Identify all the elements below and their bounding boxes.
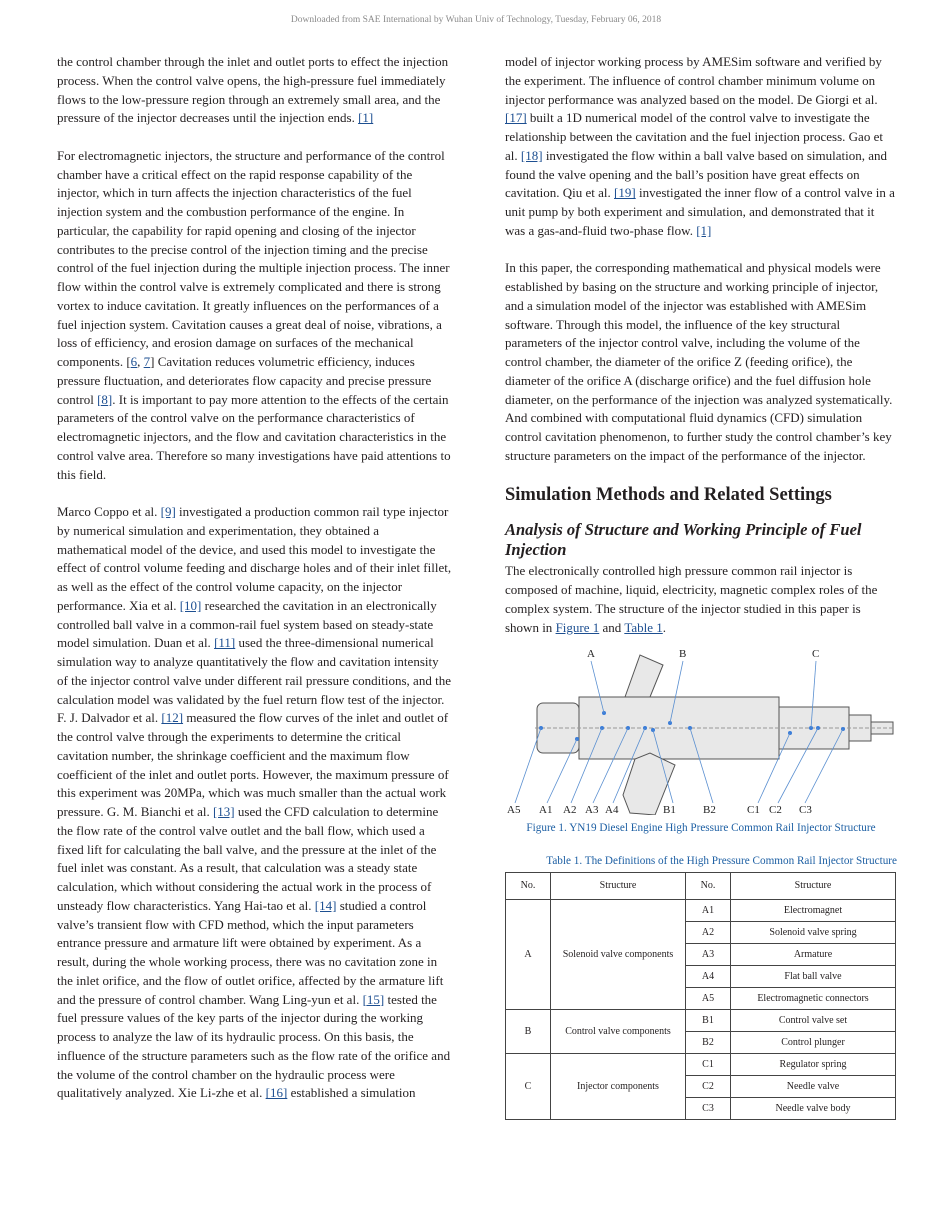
section-title: Simulation Methods and Related Settings [505,485,832,506]
structure-cell: Needle valve [731,1075,896,1097]
structure-cell: Electromagnetic connectors [731,987,896,1009]
no-cell: A2 [686,921,731,943]
figure-label: C2 [769,804,782,816]
injector-cross-section [505,645,897,815]
reference-link[interactable]: [18] [520,147,543,163]
no-cell: C3 [686,1097,731,1119]
structure-cell: Flat ball valve [731,965,896,987]
paragraph-text: the control chamber through the inlet and outlet ports to effect the injection process. When the control valve opens, the high-pressure fuel immediately flows to the low-pressure region through an extremely small area, and the pressure of the injector decreases until the injection ends. [57,54,449,126]
figure-label: C1 [747,804,760,816]
reference-link[interactable]: [8] [97,391,113,407]
group-no-cell: A [506,899,551,1009]
header-structure: Structure [551,872,686,899]
reference-link[interactable]: [16] [265,1085,288,1101]
structure-cell: Control valve set [731,1009,896,1031]
figure-label: A2 [563,804,577,816]
right-column [505,53,897,1120]
figure-label: B2 [703,804,716,816]
subsection-title: Analysis of Structure and Working Principle of Fuel Injection [505,520,862,560]
paragraph-text: and [599,619,625,635]
download-notice: Downloaded from SAE International by Wuhan Univ of Technology, Tuesday, February 06, 2018 [290,15,662,25]
paragraph [57,147,452,485]
reference-link[interactable]: Table 1 [624,619,663,635]
paragraph-text: established a simulation [287,1085,416,1101]
paragraph-text: researched the cavitation in an electronically controlled ball valve in a common-rail fuel system based on steady-state model simulation. Duan et al. [57,597,437,651]
paragraph-text: investigated a production common rail type injector by numerical simulation and experimentation, they obtained a mathematical model of the device, and used this model to investigate the effect of control volume feeding and discharge holes and of their inlet fillet, as well as the effect of the control volume capacity, on the injector performance. Xia et al. [57,504,452,613]
paragraph [505,562,897,637]
group-no-cell: B [506,1009,551,1053]
reference-link[interactable]: [19] [614,185,636,201]
figure-label: B [679,648,687,661]
header-no: No. [686,872,731,899]
header-structure: Structure [731,872,896,899]
table-row [506,899,896,921]
paragraph [505,259,897,465]
reference-link[interactable]: [11] [214,635,236,651]
paragraph-text: used the three-dimensional numerical simulation way to analyze quantitatively the flow and cavitation intensity of the injector control valve under different rail pressure conditions, and the calculation model was validated by the fuel return flow test of the injector. F. J. Dalvador et al. [57,635,451,726]
left-column [57,53,452,1122]
figure-label: C [812,648,820,661]
paragraph-text: used the CFD calculation to determine the flow rate of the control valve outlet and the ball flow, which used a fixed lift for calculating the ball valve, and the pressure at the inlet of the fuel inlet was constant. As a result, that calculation was a steady state calculation, which without considering the actual work in the process of unsteady flow characteristics. Yang Hai-tao et al. [57,804,439,913]
no-cell: B2 [686,1031,731,1053]
table-row [506,1009,896,1031]
paragraph-text: . [662,619,666,635]
structure-cell: Electromagnet [731,899,896,921]
paragraph-text: tested the fuel pressure values of the key parts of the injector during the working process to analyze the law of its hydraulic process. On this basis, the influence of the structure parameters such as the flow rate of the orifice and the volume of the control chamber on the hydraulic process were qualitatively analyzed. Xie Li-zhe et al. [57,991,451,1101]
paragraph-text: measured the flow curves of the inlet and outlet of the control valve through the experiments to determine the critical cavitation number, the shrinkage coefficient and the maximum flow coefficient of the inlet and outlet ports. However, the maximum pressure of this experiment was 20MPa, which was much smaller than the actual work pressure. G. M. Bianchi et al. [57,710,449,819]
table-header-row [506,872,896,899]
paragraph [57,503,452,1103]
paragraph-text: ] Cavitation reduces volumetric efficiency, induces pressure fluctuation, and deteriorates flow capacity and precise pressure control [57,354,432,407]
reference-link[interactable]: [15] [362,991,385,1007]
figure-label: A [587,648,595,661]
reference-link[interactable]: [13] [212,804,235,819]
reference-link[interactable]: [14] [314,897,337,913]
no-cell: A4 [686,965,731,987]
paragraph-text: studied a control valve’s transient flow with CFD method, which the input parameters entrance pressure and armature lift were obtained by experiment. As a result, during the whole working process, there was no cavitation zone in the inlet orifice, and the flow of outlet orifice, affected by the armature lift and the pressure of control chamber. Wang Ling-yun et al. [57,897,444,1007]
reference-link[interactable]: 6 [130,354,138,369]
no-cell: B1 [686,1009,731,1031]
no-cell: A3 [686,943,731,965]
paragraph-text: Marco Coppo et al. [57,504,161,519]
paragraph-text: investigated the flow within a ball valve based on simulation, and found the valve opening and the ball’s position have great effects on cavitation. Qiu et al. [505,147,887,201]
figure-label: A5 [507,804,521,816]
paragraph-text: The electronically controlled high pressure common rail injector is composed of machine, liquid, electricity, magnetic complex roles of the complex system. The structure of the injector studied in this paper is shown in [505,563,878,635]
no-cell: C1 [686,1053,731,1075]
reference-link[interactable]: [1] [696,222,712,238]
group-structure-cell: Injector components [551,1053,686,1119]
group-no-cell: C [506,1053,551,1119]
paragraph-text: , [137,354,144,369]
group-structure-cell: Solenoid valve components [551,899,686,1009]
table-caption: Table 1. The Definitions of the High Pressure Common Rail Injector Structure [546,855,897,867]
header-no: No. [506,872,551,899]
reference-link[interactable]: [1] [358,110,374,126]
reference-link[interactable]: Figure 1 [555,619,600,635]
figure-label: C3 [799,804,812,816]
group-structure-cell: Control valve components [551,1009,686,1053]
figure-label: A4 [605,804,619,816]
paragraph-text: investigated the inner flow of a control valve in a unit pump by both experiment and simulation, and demonstrated that it was a gas-and-fluid two-phase flow. [505,185,895,238]
reference-link[interactable]: 7 [143,354,151,369]
reference-link[interactable]: [9] [160,504,176,519]
reference-link[interactable]: [12] [161,710,184,726]
figure-label: A3 [585,804,599,816]
paragraph [505,53,897,241]
paragraph-text: For electromagnetic injectors, the structure and performance of the control chamber have a critical effect on the rapid response capability of the injector, which in turn affects the injection characteristics of the fuel injection system and the combustion performance of the engine. In particular, the capability for rapid opening and closing of the injector contributes to the precise control of the injection timing and the precise control of the fuel injection during the multiple injection process. The inner flow within the control valve is extremely complicated and there is strong vortex to induce cavitation. It greatly influences on the performances of a fuel injection system. Cavitation causes a great deal of noise, vibrations, a loss of efficiency, and erosion damage on surfaces of the mechanical components. [ [57,147,450,369]
figure-label: A1 [539,804,553,816]
structure-cell: Solenoid valve spring [731,921,896,943]
structure-cell: Control plunger [731,1031,896,1053]
paragraph-text: In this paper, the corresponding mathematical and physical models were established by basing on the structure and working principle of injector, and a simulation model of the injector was established with AMESim software. Through this model, the influence of the key structural parameters of the injector control valve, including the volume of the control chamber, the diameter of the orifice Z (feeding orifice), the diameter of the orifice A (discharge orifice) and the fuel diffusion hole diameter, on the performance of the injection was analyzed systematically. And combined with computational fluid dynamics (CFD) simulation control cavitation phenomenon, to further study the control chamber’s key structure parameters on the impact of the performance of the injector. [505,260,893,463]
structure-cell: Regulator spring [731,1053,896,1075]
no-cell: A1 [686,899,731,921]
paragraph-text: . It is important to pay more attention to the effects of the certain parameters of the control valve on the performance characteristics of electromagnetic injectors, and the flow and cavitation characteristics in the control valve area. Therefore so many investigations have paid attentions to this field. [57,391,451,482]
reference-link[interactable]: [10] [179,597,202,613]
no-cell: A5 [686,987,731,1009]
paragraph-text: model of injector working process by AMESim software and verified by the experiment. The influence of control chamber minimum volume on injector performance was analyzed based on the model. De Giorgi et al. [505,54,882,107]
reference-link[interactable]: [17] [505,110,527,126]
no-cell: C2 [686,1075,731,1097]
figure-label: B1 [663,804,676,816]
figure-caption: Figure 1. YN19 Diesel Engine High Pressure Common Rail Injector Structure [526,822,876,835]
structure-cell: Needle valve body [731,1097,896,1119]
paragraph-text: built a 1D numerical model of the control valve to investigate the relationship between the cavitation and the fuel injection process. Gao et al. [505,110,883,163]
table-row [506,1053,896,1075]
paragraph [57,53,452,128]
figure-1-injector-diagram [505,645,897,815]
structure-table [505,872,896,1120]
structure-cell: Armature [731,943,896,965]
